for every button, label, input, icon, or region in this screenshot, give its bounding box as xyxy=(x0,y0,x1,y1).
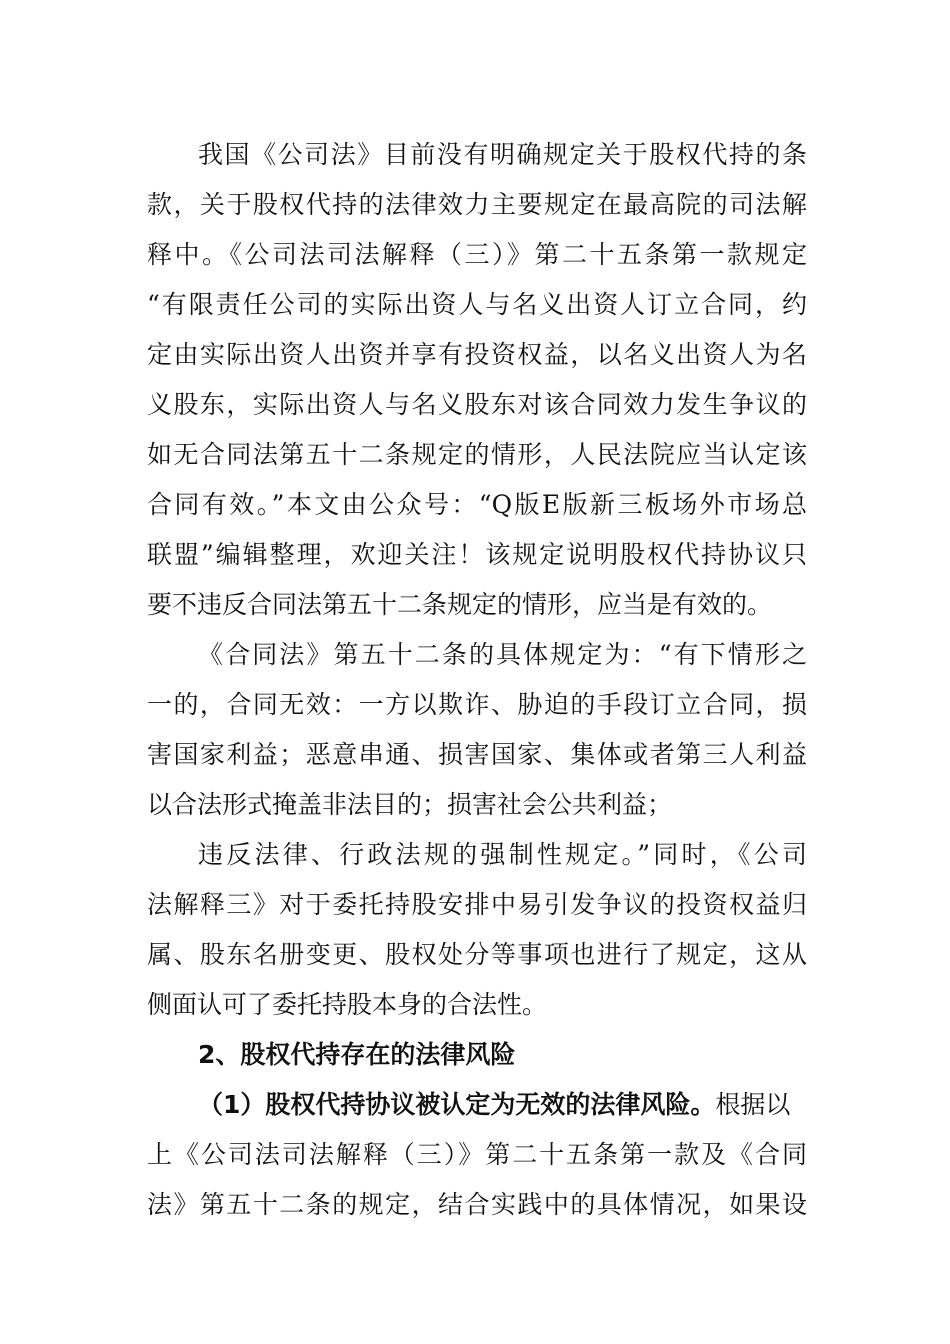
text-line: 如无合同法第五十二条规定的情形，人民法院应当认定该 xyxy=(147,440,807,469)
text-line: 侧面认可了委托持股本身的合法性。 xyxy=(147,990,548,1019)
text-line: 释中。《公司法司法解释（三）》第二十五条第一款规定 xyxy=(147,240,807,269)
section-heading: 2、股权代持存在的法律风险 xyxy=(198,1040,516,1069)
bold-subheading: （1）股权代持协议被认定为无效的法律风险。 xyxy=(198,1090,716,1119)
text-line: 要不违反合同法第五十二条规定的情形，应当是有效的。 xyxy=(147,590,773,619)
text-line: “有限责任公司的实际出资人与名义出资人订立合同，约 xyxy=(147,290,807,319)
text-line: 《合同法》第五十二条的具体规定为：“有下情形之 xyxy=(198,640,807,669)
text-line: 合同有效。”本文由公众号：“Q版E版新三板场外市场总 xyxy=(147,490,807,519)
text-line: 以合法形式掩盖非法目的；损害社会公共利益； xyxy=(147,790,673,819)
text-line: 一的，合同无效：一方以欺诈、胁迫的手段订立合同，损 xyxy=(147,690,807,719)
text-line-mixed xyxy=(147,1080,807,1130)
text-line: 联盟”编辑整理，欢迎关注！该规定说明股权代持协议只 xyxy=(147,540,807,569)
text-line: 上《公司法司法解释（三）》第二十五条第一款及《合同 xyxy=(147,1140,807,1169)
text-line: 法》第五十二条的规定，结合实践中的具体情况，如果设 xyxy=(147,1190,807,1219)
document-body xyxy=(147,130,807,1230)
text-line: 害国家利益；恶意串通、损害国家、集体或者第三人利益 xyxy=(147,740,807,769)
text-line: 违反法律、行政法规的强制性规定。”同时，《公司 xyxy=(198,840,807,869)
text-line: 款，关于股权代持的法律效力主要规定在最高院的司法解 xyxy=(147,190,807,219)
text-run: 根据以 xyxy=(715,1090,791,1119)
text-line: 义股东，实际出资人与名义股东对该合同效力发生争议的 xyxy=(147,390,807,419)
text-line: 属、股东名册变更、股权处分等事项也进行了规定，这从 xyxy=(147,940,807,969)
text-line: 定由实际出资人出资并享有投资权益，以名义出资人为名 xyxy=(147,340,807,369)
text-line: 法解释三》对于委托持股安排中易引发争议的投资权益归 xyxy=(147,890,807,919)
text-line: 我国《公司法》目前没有明确规定关于股权代持的条 xyxy=(198,140,807,169)
